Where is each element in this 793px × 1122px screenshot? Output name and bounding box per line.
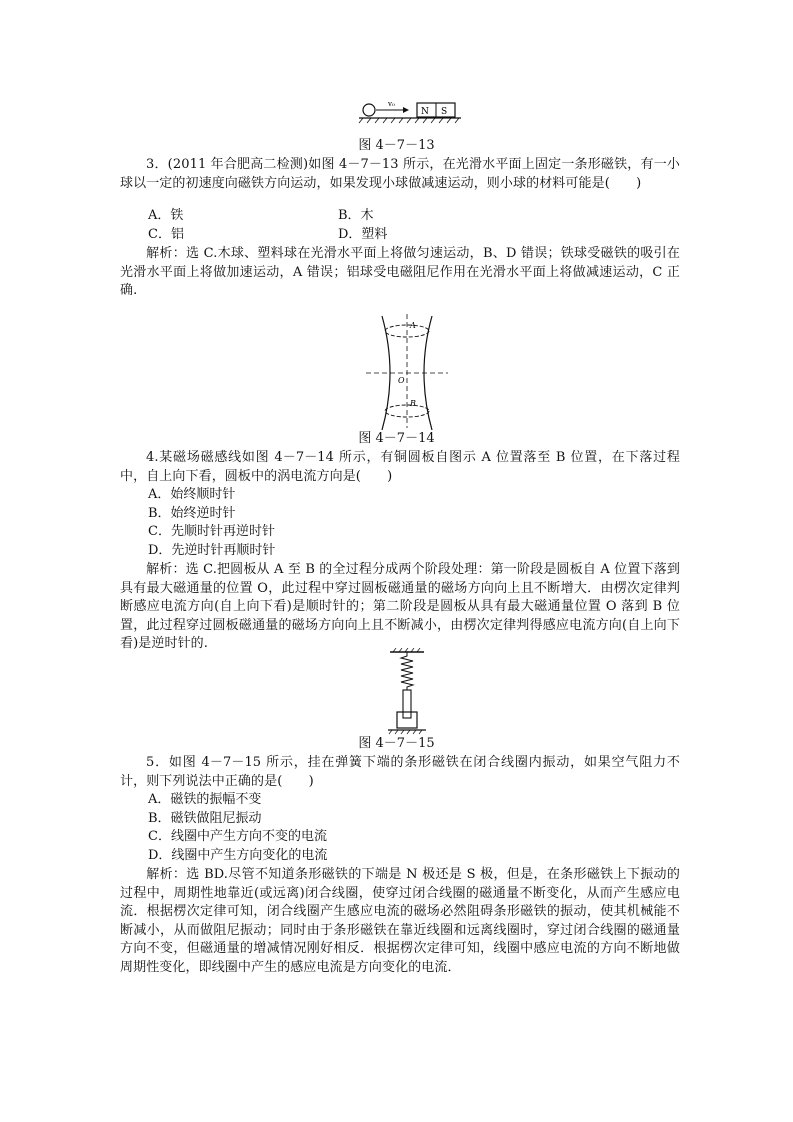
question-4-options [148, 486, 588, 560]
option-c: C．铝 [148, 226, 184, 242]
option-c: C．先顺时针再逆时针 [148, 524, 275, 539]
magnet-s-label: S [441, 107, 448, 117]
question-3-analysis: 解析：选 C.木球、塑料球在光滑水平面上将做匀速运动，B、D 错误；铁球受磁铁的吸引在光滑水平面上将做加速运动，A 错误；铝球受电磁阻尼作用在光滑水平面上将做减速运动，C 正确. [120, 246, 680, 298]
label-a: A [410, 321, 416, 330]
label-o: O [398, 376, 405, 385]
option-d: D．塑料 [338, 226, 388, 242]
figure-caption-4-7-13: 图 4－7－13 [358, 138, 435, 153]
question-3-options [148, 207, 588, 244]
option-c: C．线圈中产生方向不变的电流 [148, 829, 327, 844]
question-5-analysis: 解析：选 BD.尽管不知道条形磁铁的下端是 N 极还是 S 极，但是，在条形磁铁上下振动的过程中，周期性地靠近(或远离)闭合线圈，使穿过闭合线圈的磁通量不断变化，从而产生感应电流．根据楞次定律可知，闭合线圈产生感应电流的磁场必然阻碍条形磁铁的振动，使其机械能不断减小，从而做阻尼振动；同时由于条形磁铁在靠近线圈和远离线圈时，穿过闭合线圈的磁通量方向不变，但磁通量的增减情况刚好相反．根据楞次定律可知，线圈中感应电流的方向不断地做周期性变化，即线圈中产生的感应电流是方向变化的电流． [120, 867, 680, 975]
option-b: B．木 [338, 208, 374, 223]
question-4-analysis: 解析：选 C.把圆板从 A 至 B 的全过程分成两个阶段处理：第一阶段是圆板自 A 位置下落到具有最大磁通量的位置 O，此过程中穿过圆板磁通量的磁场方向向上且不断增大．由楞次定律判断感应电流方向(自上向下看)是顺时针的；第二阶段是圆板从具有最大磁通量位置 O 落到 B 位置，此过程穿过圆板磁通量的磁场方向向上且不断减小，由楞次定律判得感应电流方向(自上向下看)是逆时针的. [120, 562, 680, 651]
option-d: D．先逆时针再顺时针 [148, 542, 276, 558]
hanging-magnet [403, 690, 411, 718]
ball-icon [363, 104, 375, 116]
magnet-n-label: N [421, 107, 429, 117]
option-b: B．始终逆时针 [148, 505, 236, 521]
option-d: D．线圈中产生方向变化的电流 [148, 847, 328, 863]
question-4-stem: 4.某磁场磁感线如图 4－7－14 所示，有铜圆板自图示 A 位置落至 B 位置，在下落过程中，自上向下看，圆板中的涡电流方向是( ) [120, 450, 680, 484]
option-a: A．铁 [148, 208, 184, 223]
figure-4-7-14 [362, 312, 452, 430]
question-5-stem: 5．如图 4－7－15 所示，挂在弹簧下端的条形磁铁在闭合线圈内振动，如果空气阻力不计，则下列说法中正确的是( ) [120, 755, 680, 789]
arrow-head-icon [403, 107, 409, 113]
option-a: A．磁铁的振幅不变 [148, 792, 262, 807]
question-5-options [148, 791, 588, 865]
figure-caption-4-7-14: 图 4－7－14 [358, 431, 435, 446]
velocity-label: v₀ [388, 100, 395, 108]
question-3-stem: 3．(2011 年合肥高二检测)如图 4－7－13 所示，在光滑水平面上固定一条形磁铁，有一小球以一定的初速度向磁铁方向运动，如果发现小球做减速运动，则小球的材料可能是( ) [120, 157, 680, 191]
figure-4-7-13 [355, 100, 465, 126]
figure-4-7-15 [384, 648, 430, 736]
option-a: A．始终顺时针 [148, 487, 236, 502]
label-b: B [410, 399, 416, 408]
spring-icon [401, 652, 413, 690]
ground-hatching [359, 118, 459, 123]
figure-caption-4-7-15: 图 4－7－15 [358, 736, 435, 751]
option-b: B．磁铁做阻尼振动 [148, 810, 262, 826]
